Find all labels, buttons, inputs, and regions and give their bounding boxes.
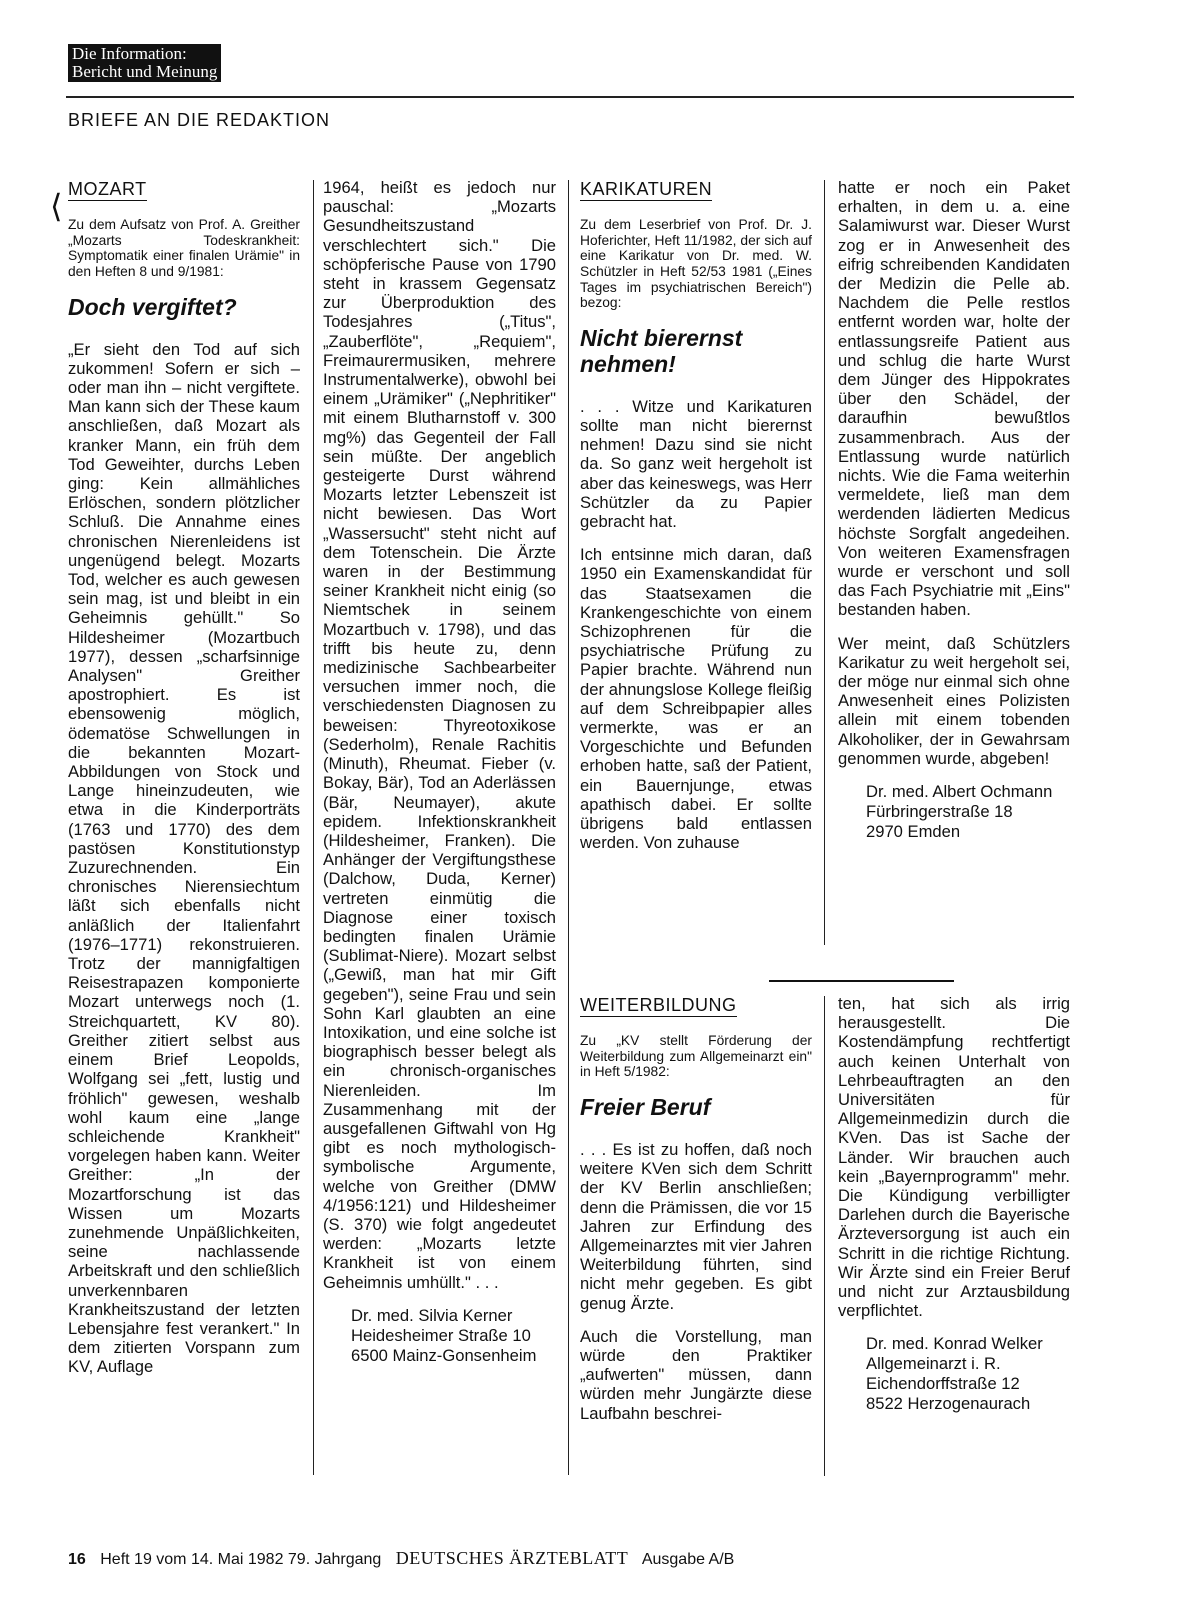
separator-rule bbox=[769, 980, 954, 982]
sig-title: Allgemeinarzt i. R. bbox=[866, 1354, 1001, 1374]
karikaturen-letter-col3 bbox=[580, 180, 812, 866]
intro-weiterbildung: Zu „KV stellt Förderung der Weiterbildung zum Allgemeinarzt ein" in Heft 5/1982: bbox=[580, 1033, 812, 1080]
mozart-letter-col2 bbox=[323, 178, 556, 1366]
sig-city: 2970 Emden bbox=[866, 822, 961, 842]
kicker-weiterbildung: WEITERBILDUNG bbox=[580, 996, 737, 1017]
mozart-letter-col1 bbox=[68, 180, 300, 1391]
body-mozart-col2: 1964, heißt es jedoch nur pauschal: „Mozarts Gesundheitszustand verschlechtert sich." Die schöpferische Pause von 1790 steht in krassem Gegensatz zur Überproduktion des Todesjahres („Titus", „Zauberflöte", „Requiem", Freimaurermusiken, mehrere Instrumentalwerke), obwohl bei einem „Urämiker" („Nephritiker" mit einem Blutharnstoff v. 300 mg%) das Gegenteil der Fall sein müßte. Der angeblich gesteigerte Durst während Mozarts letzter Lebenszeit ist nicht bewiesen. Das Wort „Wassersucht" steht nicht auf dem Totenschein. Die Ärzte waren in der Bestimmung seiner Krankheit nicht einig (so Niemtschek in seinem Mozartbuch v. 1798), und das trifft bis heute zu, denn medizinische Sachbearbeiter versuchen immer noch, die verschiedensten Diagnosen zu beweisen: Thyreotoxikose (Sederholm), Renale Rachitis (Minuth), Rheumat. Fieber (v. Bokay, Bär), Tod an Aderlässen (Bär, Neumayer), akute epidem. Infektionskrankheit (Hildesheimer, Franken). Die Anhänger der Vergiftungsthese (Dalchow, Duda, Kerner) vertreten einmütig die Diagnose einer toxisch bedingten finalen Urämie (Sublimat-Niere). Mozart selbst („Gewiß, man hat mir Gift gegeben"), seine Frau und sein Sohn Karl glaubten an eine Intoxikation, und eine solche ist biographisch besser belegt als ein chronisch-organisches Nierenleiden. Im Zusammenhang mit der ausgefallenen Giftwahl von Hg gibt es noch mythologisch-symbolische Argumente, welche von Greither (DMW 4/1956:121) und Hildesheimer (S. 370) wie folgt angedeutet werden: „Mozarts letzte Krankheit ist von einem Geheimnis umhüllt." . . . bbox=[323, 178, 556, 1292]
headline-mozart: Doch vergiftet? bbox=[68, 293, 237, 320]
kicker-mozart: MOZART bbox=[68, 180, 147, 201]
body-karikaturen-p2: Ich entsinne mich daran, daß 1950 ein Examenskandidat für das Staatsexamen die Krankengeschichte von einem Schizophrenen für die psychiatrische Prüfung zu Papier brachte. Während nun der ahnungslose Kollege fleißig auf dem Schreibpapier alles vermerkte, was er an Vorgeschichte und Befunden erhoben hatte, saß der Patient, ein Bauernjunge, etwas apathisch dabei. Er sollte übrigens bald entlassen werden. Von zuhause bbox=[580, 545, 812, 853]
sig-name: Dr. med. Albert Ochmann bbox=[866, 782, 1053, 802]
body-karikaturen-p3: hatte er noch ein Paket erhalten, in dem u. a. eine Salamiwurst war. Dieser Wurst zog er in Anwesenheit des eifrig schreibenden Kandidaten der Medizin die Pelle ab. Nachdem die Pelle restlos entfernt worden war, holte der entlassungsreife Patient aus und schlug die harte Wurst dem Jünger des Hippokrates über den Schädel, der daraufhin bewußtlos zusammenbrach. Aus der Entlassung wurde natürlich nichts. Wie die Fama weiterhin vermeldete, ließ man dem werdenden lädierten Medicus höchste Sorgfalt angedeihen. Von weiteren Examensfragen wurde er verschont und soll das Fach Psychiatrie mit „Eins" bestanden haben. bbox=[838, 178, 1070, 620]
intro-karikaturen: Zu dem Leserbrief von Prof. Dr. J. Hoferichter, Heft 11/1982, der sich auf eine Karikatur von Dr. med. W. Schützler in Heft 52/53 1981 („Eines Tages im psychiatrischen Bereich") bezog: bbox=[580, 217, 812, 311]
page-footer bbox=[68, 1548, 734, 1569]
kicker-karikaturen: KARIKATUREN bbox=[580, 180, 712, 201]
column-rule-4 bbox=[824, 996, 825, 1476]
sig-name: Dr. med. Konrad Welker bbox=[866, 1334, 1043, 1354]
body-weiterbildung-p2: Auch die Vorstellung, man würde den Praktiker „aufwerten" müssen, dann würden mehr Jungärzte diese Laufbahn beschrei- bbox=[580, 1326, 812, 1423]
weiterbildung-letter-col3 bbox=[580, 996, 812, 1437]
karikaturen-letter-col4 bbox=[838, 178, 1070, 842]
body-weiterbildung-p1: . . . Es ist zu hoffen, daß noch weitere KVen sich dem Schritt der KV Berlin anschließen; denn die Prämissen, die vor 15 Jahren zur Erfindung des Allgemeinarztes mit vier Jahren Weiterbildung führten, sind nicht mehr gegeben. Es gibt genug Ärzte. bbox=[580, 1139, 812, 1313]
column-rule-3 bbox=[824, 180, 825, 945]
body-mozart-col1: „Er sieht den Tod auf sich zukommen! Sofern er sich – oder man ihn – nicht vergiftete. Man kann sich der These kaum anschließen, daß Mozart als kranker Mann, ein früh dem Tod Geweihter, durchs Leben ging: Kein allmähliches Erlöschen, sondern plötzlicher Schluß. Die Annahme eines chronischen Nierenleidens ist ungenügend belegt. Mozarts Tod, welcher es auch gewesen sein mag, ist und bleibt in ein Geheimnis gehüllt." So Hildesheimer (Mozartbuch 1977), dessen „scharfsinnige Analysen" Greither apostrophiert. Es ist ebensowenig möglich, ödematöse Schwellungen in die bekannten Mozart-Abbildungen von Stock und Lange hineinzudeuten, wie etwa in die Kinderporträts (1763 und 1770) des dem pastösen Konstitutionstyp Zuzurechnenden. Ein chronisches Nierensiechtum läßt sich ebenfalls nicht anläßlich der Italienfahrt (1976–1771) rekonstruieren. Trotz der mannigfaltigen Reisestrapazen komponierte Mozart unterwegs noch (1. Streichquartett, KV 80). Greither zitiert selbst aus einem Brief Leopolds, Wolfgang sei „fett, lustig und fröhlich" gewesen, weshalb wohl kaum eine „lange schleichende Krankheit" vorgelegen haben kann. Weiter Greither: „In der Mozartforschung ist das Wissen um Mozarts zunehmende Unpäßlichkeiten, seine nachlassende Arbeitskraft und den schließlich unverkennbaren Krankheitszustand der letzten Lebensjahre fest verankert." In dem zitierten Vorspann zum KV, Auflage bbox=[68, 339, 300, 1377]
section-title: BRIEFE AN DIE REDAKTION bbox=[68, 110, 331, 130]
rubric-box bbox=[68, 44, 221, 82]
column-rule-2 bbox=[568, 180, 569, 1475]
body-karikaturen-p1: . . . Witze und Karikaturen sollte man nicht bierernst nehmen! Dazu sind sie nicht da. So ganz weit hergeholt ist aber das keineswegs, was Herr Schützler da zu Papier gebracht hat. bbox=[580, 396, 812, 531]
signature-welker bbox=[838, 1334, 1070, 1414]
rubric-line-1: Die Information: bbox=[72, 44, 187, 63]
sig-street: Heidesheimer Straße 10 bbox=[351, 1325, 531, 1345]
header-rule bbox=[66, 96, 1074, 98]
journal-name: DEUTSCHES ÄRZTEBLATT bbox=[395, 1548, 629, 1568]
headline-karikaturen: Nicht bierernst nehmen! bbox=[580, 324, 743, 377]
column-rule-1 bbox=[313, 180, 314, 1475]
issue-info: Heft 19 vom 14. Mai 1982 79. Jahrgang bbox=[100, 1551, 382, 1568]
sig-name: Dr. med. Silvia Kerner bbox=[351, 1305, 513, 1325]
weiterbildung-letter-col4 bbox=[838, 994, 1070, 1414]
signature-ochmann bbox=[838, 782, 1070, 842]
sig-street: Fürbringerstraße 18 bbox=[866, 802, 1013, 822]
headline-weiterbildung: Freier Beruf bbox=[580, 1093, 711, 1120]
edition-info: Ausgabe A/B bbox=[641, 1551, 735, 1568]
sig-city: 8522 Herzogenaurach bbox=[866, 1394, 1031, 1414]
sig-street: Eichendorffstraße 12 bbox=[866, 1374, 1020, 1394]
body-karikaturen-p4: Wer meint, daß Schützlers Karikatur zu weit hergeholt sei, der möge nur einmal sich ohne Anwesenheit eines Polizisten allein mit einem tobenden Alkoholiker, der in Gewahrsam genommen wurde, abgeben! bbox=[838, 633, 1070, 768]
left-arrow-marker-icon: ⟨ bbox=[50, 188, 63, 224]
sig-city: 6500 Mainz-Gonsenheim bbox=[351, 1345, 537, 1365]
body-weiterbildung-p3: ten, hat sich als irrig herausgestellt. Die Kostendämpfung rechtfertigt auch keinen Unterhalt von Lehrbeauftragten an den Universitäten für Allgemeinmedizin durch die KVen. Das ist Sache der Länder. Wir brauchen auch kein „Bayernprogramm" mehr. Die Kündigung verbilligter Darlehen durch die Bayerische Ärzteversorgung ist auch ein Schritt in die richtige Richtung. Wir Ärzte sind ein Freier Beruf und nicht zur Arztausbildung verpflichtet. bbox=[838, 994, 1070, 1321]
rubric-line-2: Bericht und Meinung bbox=[72, 62, 218, 81]
signature-kerner bbox=[323, 1306, 556, 1366]
page-number: 16 bbox=[68, 1551, 86, 1568]
intro-mozart: Zu dem Aufsatz von Prof. A. Greither „Mozarts Todeskrankheit: Symptomatik einer finalen Urämie" in den Heften 8 und 9/1981: bbox=[68, 217, 300, 279]
